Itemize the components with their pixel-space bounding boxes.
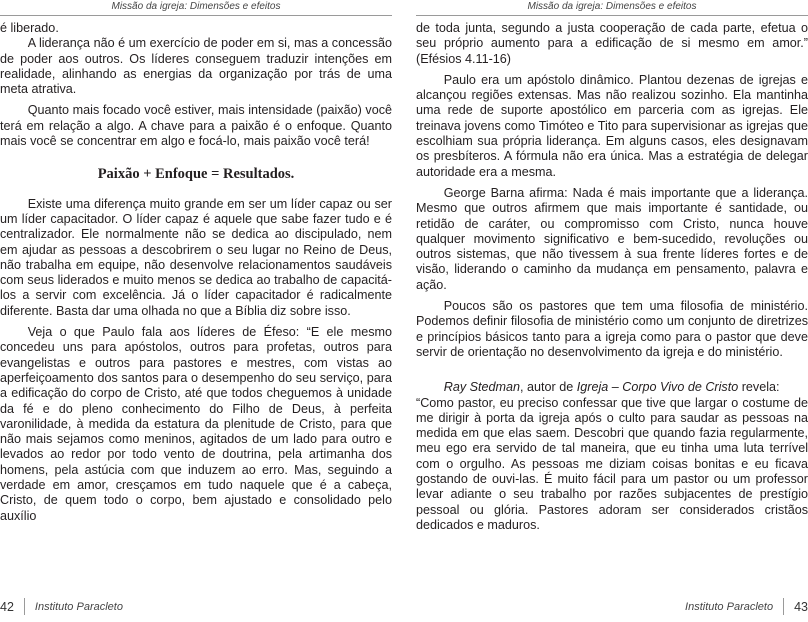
right-page — [416, 0, 808, 622]
paragraph: Poucos são os pastores que tem uma filosofia de ministério. Podemos definir filosofia de ministério como um conjunto de diretrizes e princípios básicos tanto para a igreja como para o pastor que deve servir de orientação no desenvolvimento da igreja e do ministério. — [416, 299, 808, 359]
running-header-right: Missão da igreja: Dimensões e efeitos — [527, 1, 697, 12]
running-header-left: Missão da igreja: Dimensões e efeitos — [111, 1, 281, 12]
quote-author: Ray Stedman — [443, 380, 521, 395]
header-rule-left — [0, 15, 392, 16]
footer-right — [685, 598, 808, 615]
paragraph: Quanto mais focado você estiver, mais intensidade (paixão) você terá em relação a algo. A chave para a paixão é o enfoque. Quanto mais você se concentrar em algo e focá-lo, mais paixão você terá! — [0, 103, 392, 149]
paragraph: Existe uma diferença muito grande em ser um líder capaz ou ser um líder capacitador. O líder capaz é aquele que sabe fazer tudo e é centralizador. Ele normalmente não se dedica ao discipulado, nem em ajudar as pessoas a descobrirem o seu lugar no Reino de Deus, não trabalha em equipe, não desenvolve relacionamentos saudáveis com seus liderados e muito menos se dedica ao trabalho de capacitá-los a servir com excelência. Já o líder capacitador é radicalmente diferente. Basta dar uma olhada no que a Bíblia diz sobre isso. — [0, 196, 392, 318]
quote-intro — [416, 380, 808, 395]
header-rule-right — [416, 15, 808, 16]
page-number: 42 — [0, 599, 14, 614]
paragraph: A liderança não é um exercício de poder em si, mas a concessão de poder aos outros. Os líderes conseguem traduzir intenções em realidade, alinhando as energias da organização por trás de uma meta atrativa. — [0, 36, 392, 97]
quote-intro-mid: , autor de — [520, 380, 577, 395]
footer-divider — [783, 598, 784, 615]
paragraph: Paulo era um apóstolo dinâmico. Plantou dezenas de igrejas e alcançou regiões extensas. Mas não realizou sozinho. Ela mantinha uma rede de suporte apostólico em parceria com as igrejas. Ele treinava jovens como Timóteo e Tito para supervisionar as igrejas que escolhiam sua própria liderança. Em alguns casos, eles designavam os presbíteros. A fórmula não era única. Mas a estratégia de delegar autoridade era a mesma. — [416, 72, 808, 179]
footer-left — [0, 598, 123, 615]
paragraph: George Barna afirma: Nada é mais importante que a liderança. Mesmo que outros afirmem que mais importante é santidade, ou retidão de caráter, ou compromisso com Cristo, nunca houve qualquer movimento significativo e bem-sucedido, revoluções ou outros sistemas, que não tivessem à sua frente líderes fortes e de visão, liderando o caminho da mudança em pensamento, palavra e ação. — [416, 185, 808, 292]
quote-intro-end: revela: — [738, 380, 780, 395]
footer-title: Instituto Paracleto — [685, 600, 774, 613]
paragraph: é liberado. — [0, 21, 59, 35]
footer-title: Instituto Paracleto — [34, 600, 123, 613]
page-number: 43 — [794, 599, 808, 614]
left-page-body — [0, 21, 392, 524]
footer-divider — [24, 598, 25, 615]
right-page-body — [416, 21, 808, 533]
quote-book-title: Igreja – Corpo Vivo de Cristo — [576, 380, 739, 395]
quote-text: “Como pastor, eu preciso confessar que tive que largar o costume de me dirigir à porta da igreja após o culto para saudar as pessoas na medida em que elas saem. Descobri que quando fazia regularmente, meu ego era servido de tal maneira, que eu tinha uma luta terrível com o orgulho. As pessoas me diziam coisas bonitas e eu ficava gostando de ouvi-las. É muito fácil para um pastor ou um professor levar adiante o seu trabalho por razões subjacentes de prestígio pessoal ou glória. Pastores adoram ser considerados cristãos dedicados e maduros. — [416, 395, 808, 532]
paragraph: Veja o que Paulo fala aos líderes de Éfeso: “E ele mesmo concedeu uns para apóstolos, outros para profetas, outros para evangelistas e outros para pastores e mestres, com vistas ao aperfeiçoamento dos santos para o desempenho do seu serviço, para a edificação do corpo de Cristo, até que todos cheguemos à unidade da fé e do pleno conhecimento do Filho de Deus, à perfeita varonilidade, à medida da estatura da plenitude de Cristo, para que não mais sejamos como meninos, agitados de um lado para outro e levados ao redor por todo vento de doutrina, pela artimanha dos homens, pela astúcia com que induzem ao erro. Mas, seguindo a verdade em amor, cresçamos em tudo naquele que é a cabeça, Cristo, de quem todo o corpo, bem ajustado e consolidado pelo auxílio — [0, 325, 392, 523]
paragraph: de toda junta, segundo a justa cooperação de cada parte, efetua o seu próprio aumento para a edificação de si mesmo em amor.” (Efésios 4.11-16) — [416, 21, 808, 66]
formula-heading: Paixão + Enfoque = Resultados. — [97, 166, 295, 183]
left-page — [0, 0, 392, 622]
